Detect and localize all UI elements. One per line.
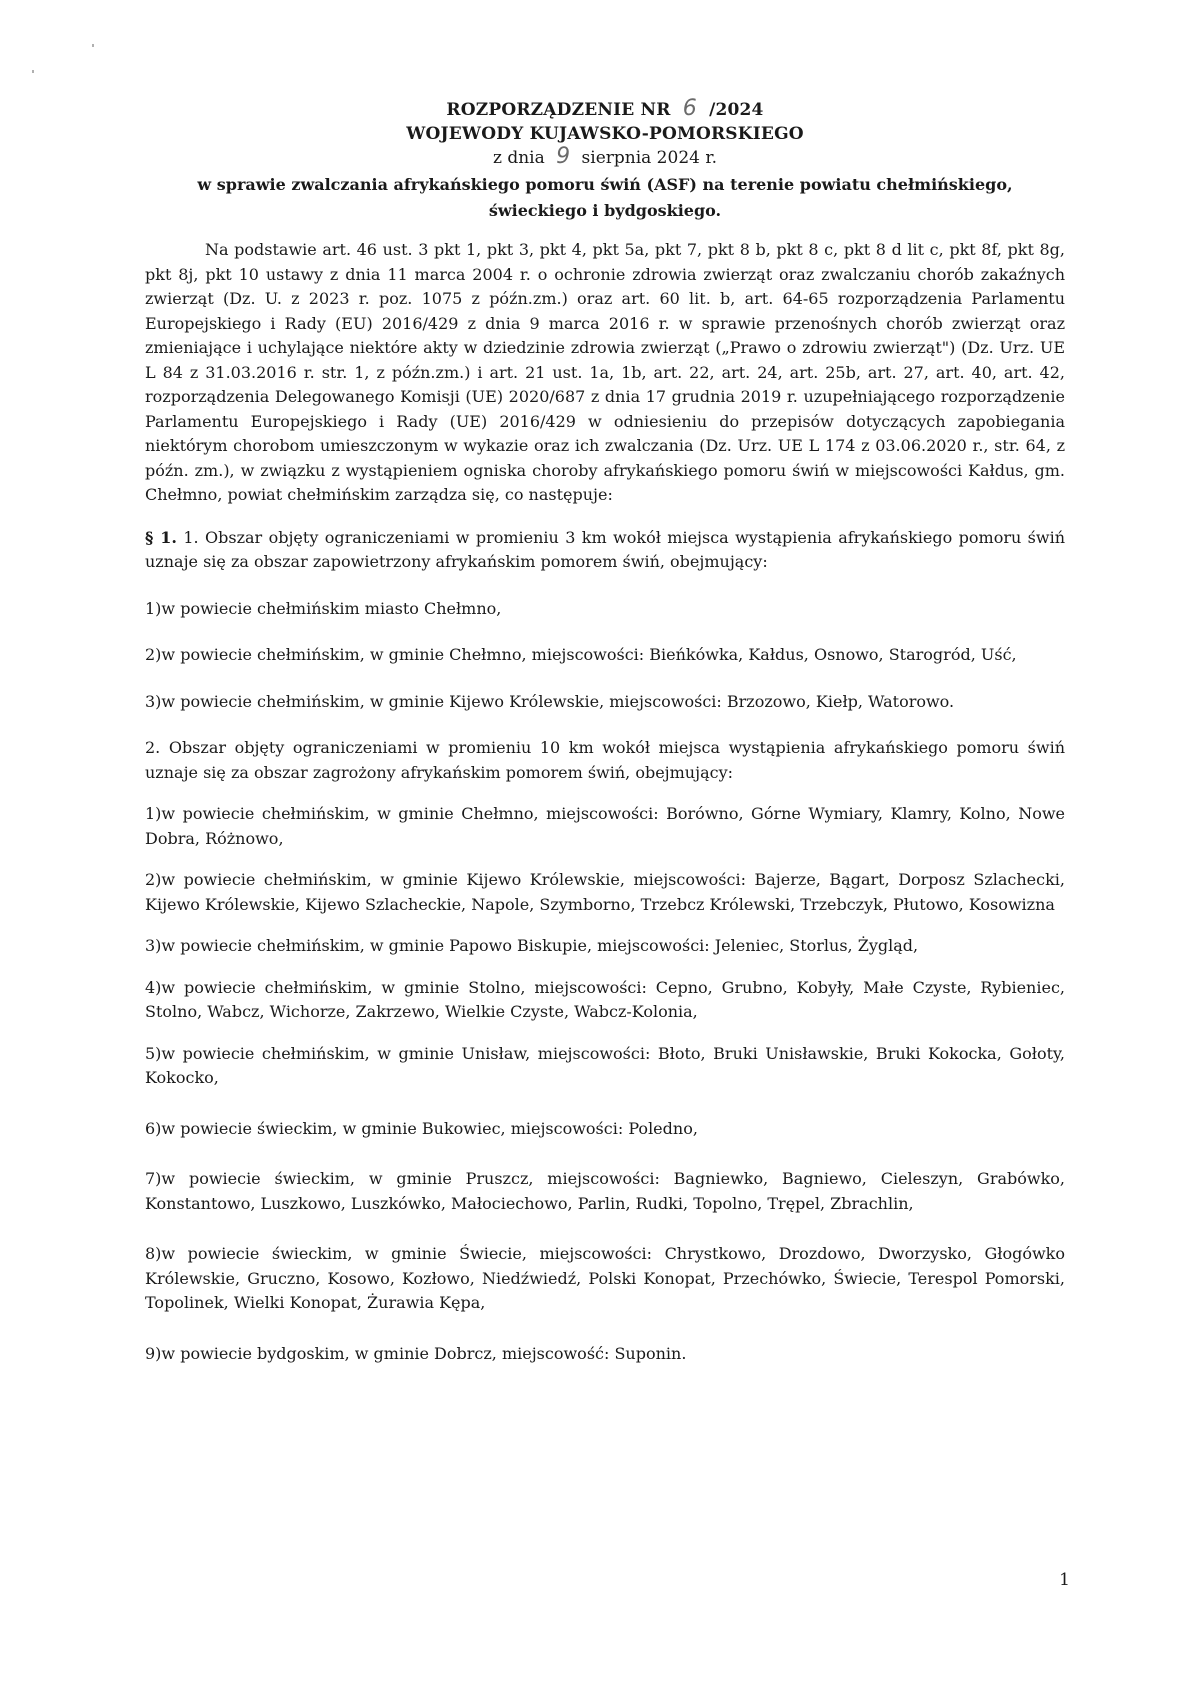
regulation-subject: w sprawie zwalczania afrykańskiego pomoru świń (ASF) na terenie powiatu chełmińskiego, świeckiego i bydgoskiego. (197, 175, 1013, 220)
title-suffix: /2024 (709, 100, 764, 120)
list-item: 1)w powiecie chełmińskim miasto Chełmno, (145, 598, 502, 618)
issue-date (145, 146, 1065, 170)
title-prefix: ROZPORZĄDZENIE NR (446, 100, 671, 120)
document-page (145, 98, 1065, 1366)
handwritten-number: 6 (682, 96, 697, 121)
date-suffix: sierpnia 2024 r. (581, 148, 718, 168)
handwritten-day: 9 (556, 144, 571, 169)
scan-speck (92, 44, 94, 47)
list-item: 8)w powiecie świeckim, w gminie Świecie, miejscowości: Chrystkowo, Drozdowo, Dworzysko, Głogówko Królewskie, Gruczno, Kosowo, Kozłowo, Niedźwiedź, Polski Konopat, Przechówko, Świecie, Terespol Pomorski, Topolinek, Wielki Konopat, Żurawia Kępa, (145, 1244, 1065, 1312)
list-item: 4)w powiecie chełmińskim, w gminie Stolno, miejscowości: Cepno, Grubno, Kobyły, Małe Czyste, Rybieniec, Stolno, Wabcz, Wichorze, Zakrzewo, Wielkie Czyste, Wabcz-Kolonia, (145, 977, 1065, 1021)
list-item: 6)w powiecie świeckim, w gminie Bukowiec, miejscowości: Poledno, (145, 1118, 698, 1138)
list-item: 3)w powiecie chełmińskim, w gminie Papowo Biskupie, miejscowości: Jeleniec, Storlus, Żygląd, (145, 936, 919, 955)
paragraph-text: 1. Obszar objęty ograniczeniami w promieniu 3 km wokół miejsca wystąpienia afrykańskiego pomoru świń uznaje się za obszar zapowietrzony afrykańskim pomorem świń, obejmujący: (145, 527, 1066, 571)
list-item: 2)w powiecie chełmińskim, w gminie Chełmno, miejscowości: Bieńkówka, Kałdus, Osnowo, Starogród, Uść, (145, 645, 1017, 664)
regulation-title (145, 98, 1065, 122)
date-prefix: z dnia (492, 148, 545, 168)
section-mark: § 1. (145, 527, 177, 547)
legal-basis-paragraph: Na podstawie art. 46 ust. 3 pkt 1, pkt 3, pkt 4, pkt 5a, pkt 7, pkt 8 b, pkt 8 c, pkt 8 d lit c, pkt 8f, pkt 8g, pkt 8j, pkt 10 ustawy z dnia 11 marca 2004 r. o ochronie zdrowia zwierząt oraz zwalczaniu chorób zakaźnych zwierząt (Dz. U. z 2023 r. poz. 1075 z późn.zm.) oraz art. 60 lit. b, art. 64-65 rozporządzenia Parlamentu Europejskiego i Rady (EU) 2016/429 z dnia 9 marca 2016 r. w sprawie przenośnych chorób zwierząt oraz zmieniające i uchylające niektóre akty w dziedzinie zdrowia zwierząt („Prawo o zdrowiu zwierząt") (Dz. Urz. UE L 84 z 31.03.2016 r. str. 1, z późn.zm.) i art. 21 ust. 1a, 1b, art. 22, art. 24, art. 25b, art. 27, art. 40, art. 42, rozporządzenia Delegowanego Komisji (UE) 2020/687 z dnia 17 grudnia 2019 r. uzupełniającego rozporządzenie Parlamentu Europejskiego i Rady (UE) 2016/429 w odniesieniu do przepisów dotyczących zapobiegania niektórym chorobom umieszczonym w wykazie oraz ich zwalczania (Dz. Urz. UE L 174 z 03.06.2020 r., str. 64, z późn. zm.), w związku z wystąpieniem ogniska choroby afrykańskiego pomoru świń w miejscowości Kałdus, gm. Chełmno, powiat chełmińskim zarządza się, co następuje: (145, 240, 1065, 504)
section-1-paragraph-1 (145, 526, 1065, 575)
page-number: 1 (1059, 1570, 1070, 1590)
list-item: 5)w powiecie chełmińskim, w gminie Unisław, miejscowości: Błoto, Bruki Unisławskie, Bruki Kokocka, Gołoty, Kokocko, (145, 1043, 1065, 1087)
list-item: 3)w powiecie chełmińskim, w gminie Kijewo Królewskie, miejscowości: Brzozowo, Kiełp, Watorowo. (145, 691, 955, 711)
list-item: 9)w powiecie bydgoskim, w gminie Dobrcz, miejscowość: Suponin. (145, 1343, 687, 1363)
list-item: 1)w powiecie chełmińskim, w gminie Chełmno, miejscowości: Borówno, Górne Wymiary, Klamry, Kolno, Nowe Dobra, Różnowo, (145, 804, 1065, 848)
scan-speck (32, 70, 34, 73)
issuing-authority: WOJEWODY KUJAWSKO-POMORSKIEGO (406, 124, 804, 144)
section-1-paragraph-2: 2. Obszar objęty ograniczeniami w promieniu 10 km wokół miejsca wystąpienia afrykańskiego pomoru świń uznaje się za obszar zagrożony afrykańskim pomorem świń, obejmujący: (145, 738, 1065, 782)
list-item: 7)w powiecie świeckim, w gminie Pruszcz, miejscowości: Bagniewko, Bagniewo, Cieleszyn, Grabówko, Konstantowo, Luszkowo, Luszkówko, Małociechowo, Parlin, Rudki, Topolno, Trępel, Zbrachlin, (145, 1169, 1065, 1213)
list-item: 2)w powiecie chełmińskim, w gminie Kijewo Królewskie, miejscowości: Bajerze, Bągart, Dorposz Szlachecki, Kijewo Królewskie, Kijewo Szlacheckie, Napole, Szymborno, Trzebcz Królewski, Trzebczyk, Płutowo, Kosowizna (145, 870, 1065, 914)
